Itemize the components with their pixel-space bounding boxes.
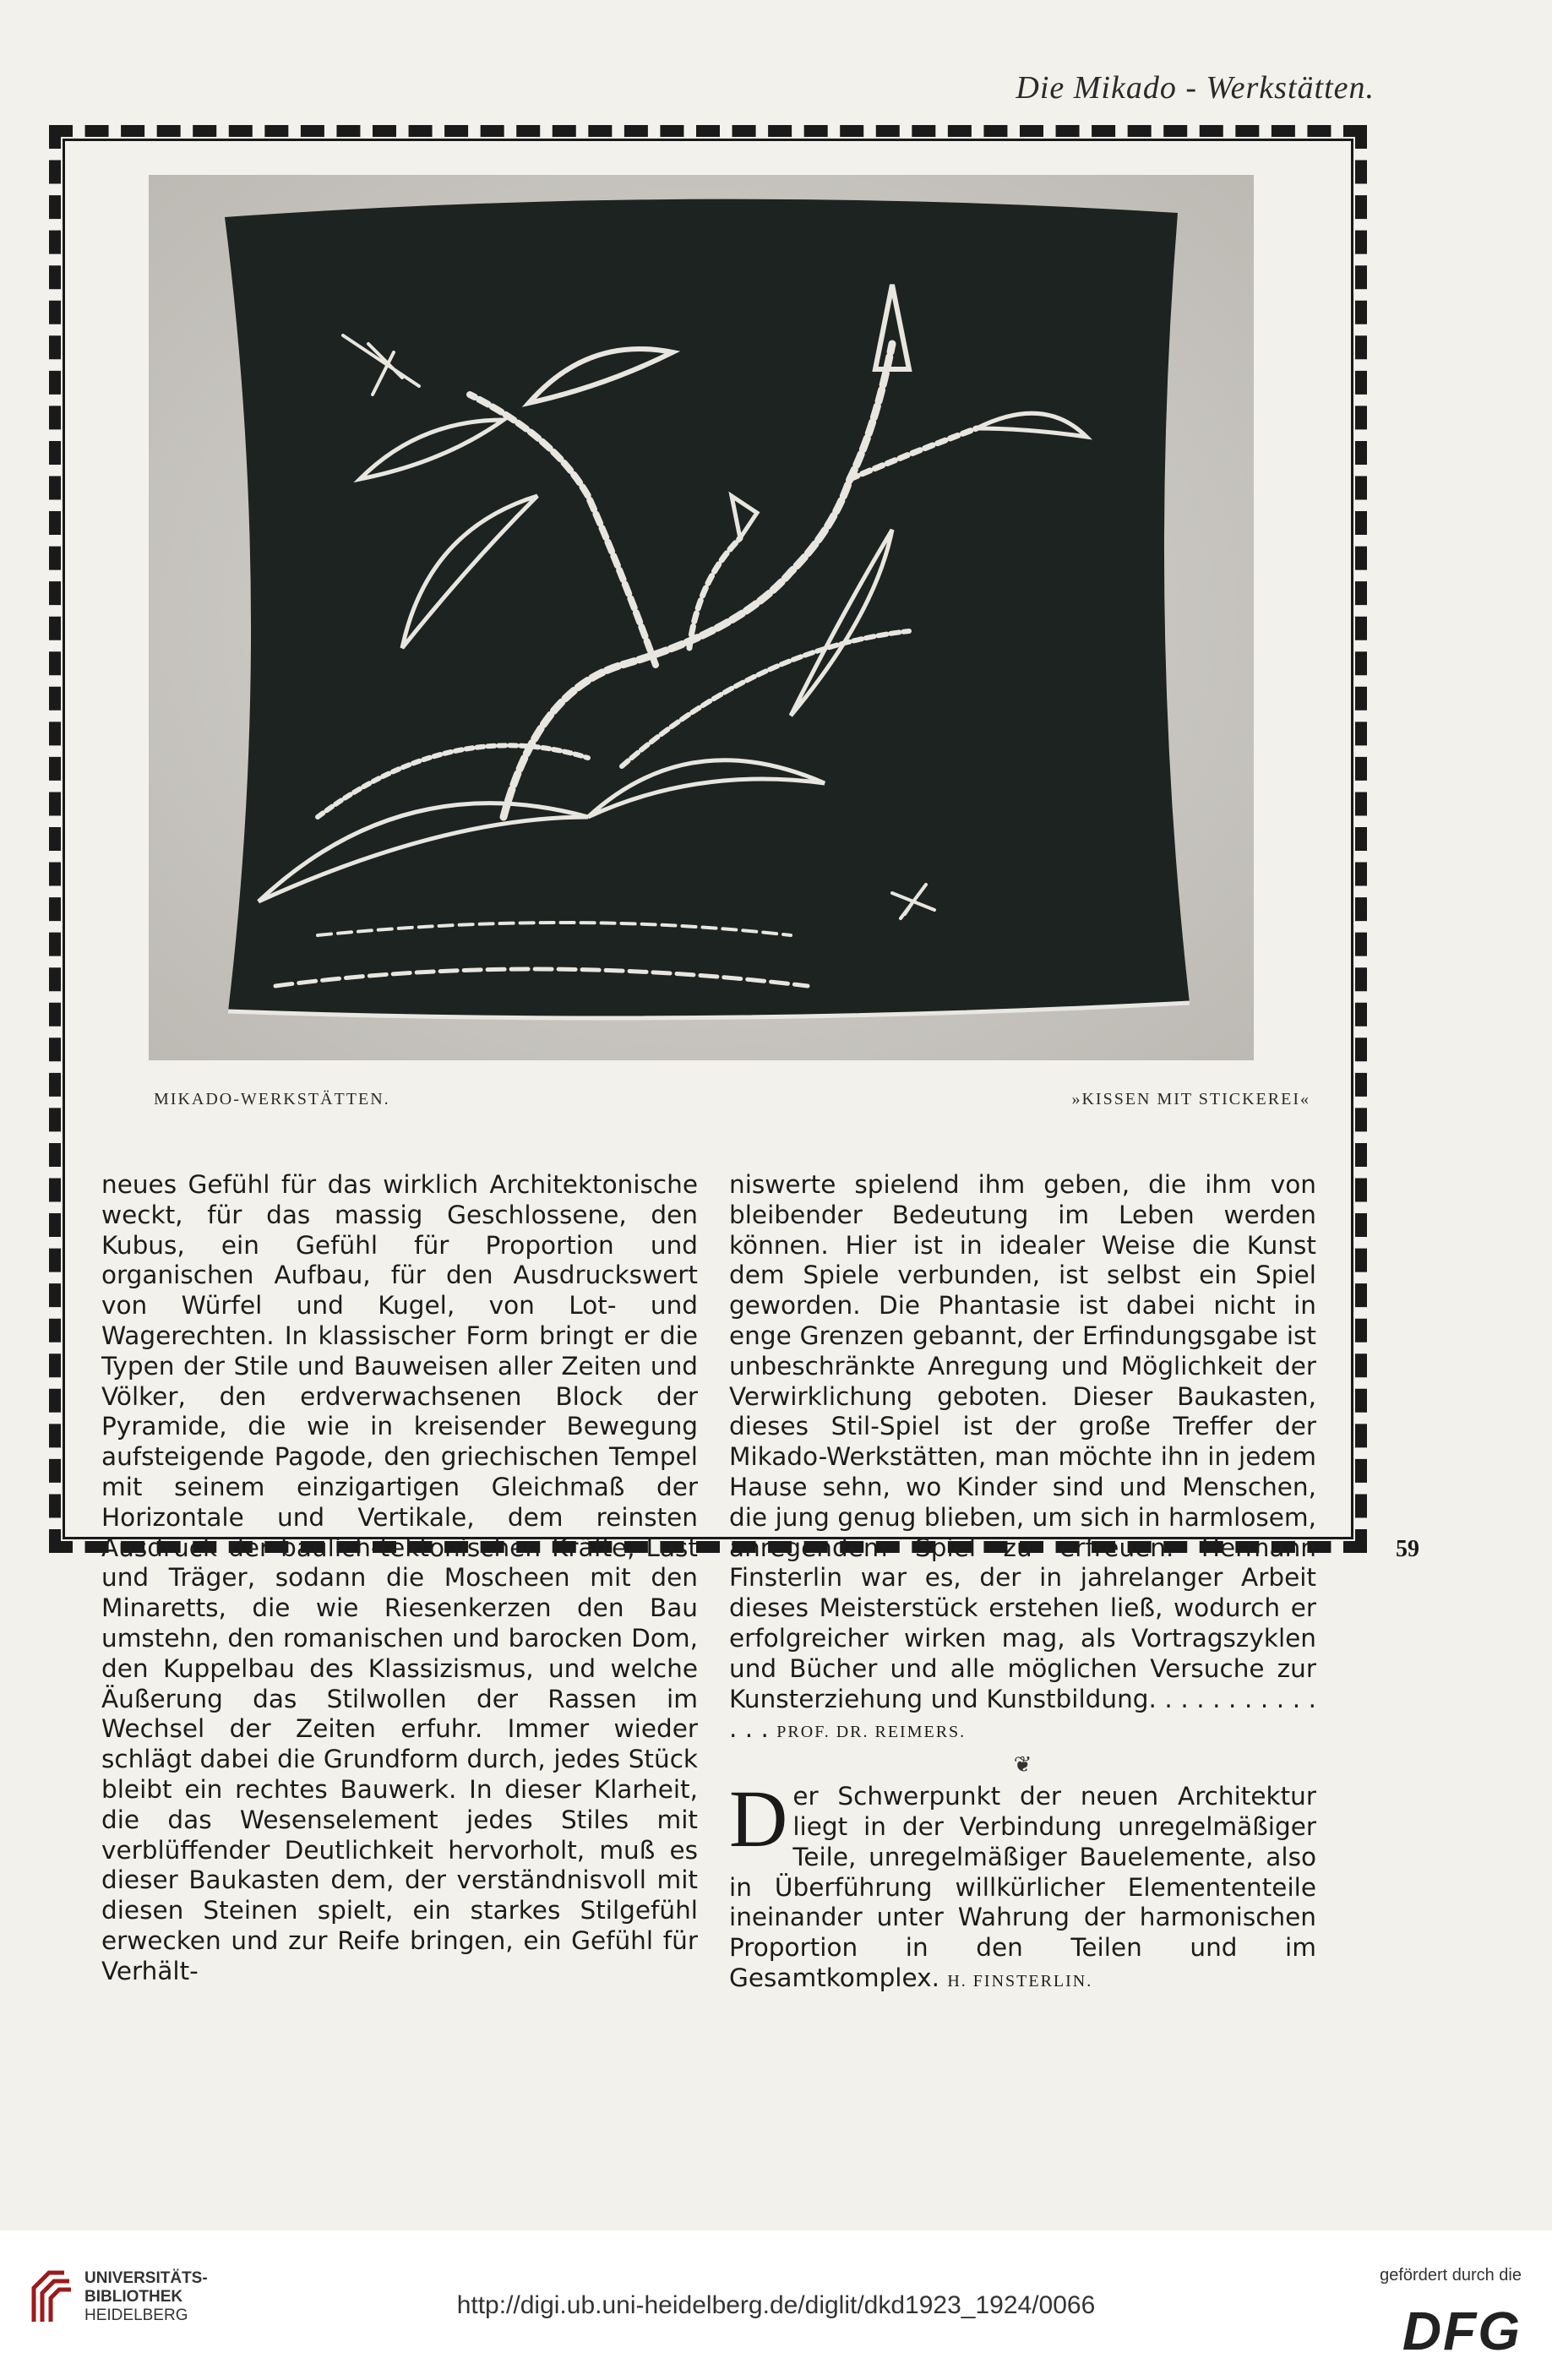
library-line-2: BIBLIOTHEK <box>84 2288 183 2306</box>
running-head: Die Mikado - Werkstätten. <box>1016 70 1375 106</box>
funding-label: gefördert durch die <box>1380 2266 1522 2285</box>
author-signature-finsterlin: H. FINSTERLIN. <box>947 1971 1093 1991</box>
right-column-text: niswerte spielend ihm geben, die ihm von bleibender Bedeutung im Leben werden können. Hier ist in idealer Weise die Kunst dem Spiele verbunden, ist selbst ein Spiel geworden. Die Phantasie ist dabei nicht in enge Grenzen gebannt, der Erfindungsgabe ist unbeschränkte Anregung und Möglichkeit der Verwirklichung geboten. Dieser Baukasten, dieses Stil-Spiel ist der große Treffer der Mikado-Werkstätten, man möchte ihn in jedem Hause sehn, wo Kinder sind und Menschen, die jung genug blieben, um sich in harmlosem, anregendem Spiel zu erfreuen. Hermann Finsterlin war es, der in jahrelanger Arbeit dieses Meisterstück erstehen ließ, wodurch er erfolgreicher wirken mag, als Vortragszyklen und Bücher und alle möglichen Versuche zur Kunsterziehung und Kunstbildung. . . . . . . . . . . . . . <box>729 1170 1316 1744</box>
embroidered-cushion-image <box>149 175 1254 1060</box>
dfg-logo: DFG <box>1402 2301 1522 2361</box>
digitization-footer <box>0 2230 1552 2380</box>
author-signature-reimers: PROF. DR. REIMERS. <box>776 1723 967 1742</box>
finsterlin-text: er Schwerpunkt der neuen Architektur liegt in der Verbindung unregelmäßiger Teile, unregelmäßiger Bauelemente, also in Überführung willkürlicher Elemententeile ineinander unter Wahrung der harmonischen Proportion in den Teilen und im Gesamtkomplex. <box>729 1782 1316 1992</box>
ornament-icon: ❦ <box>1013 1752 1032 1778</box>
library-line-1: UNIVERSITÄTS- <box>84 2269 208 2287</box>
photo-caption-left: MIKADO-WERKSTÄTTEN. <box>154 1090 390 1108</box>
right-column-paragraph <box>729 1170 1316 1748</box>
right-text-column <box>729 1170 1316 1997</box>
left-text-column <box>101 1170 698 1987</box>
cushion-photo <box>149 175 1254 1060</box>
permalink-url[interactable]: http://digi.ub.uni-heidelberg.de/diglit/dkd1923_1924/0066 <box>456 2291 1096 2319</box>
library-line-3: HEIDELBERG <box>84 2306 188 2324</box>
left-column-paragraph: neues Gefühl für das wirklich Architektonische weckt, für das massig Geschlossene, den Kubus, ein Gefühl für Proportion und organischen Aufbau, für den Ausdruckswert von Würfel und Kugel, von Lot- und Wagerechten. In klassischer Form bringt er die Typen der Stile und Bauweisen aller Zeiten und Völker, den erdverwachsenen Block der Pyramide, die wie in kreisender Bewegung aufsteigende Pagode, den griechischen Tempel mit seinem einzigartigen Gleichmaß der Horizontale und Vertikale, dem reinsten Ausdruck der baulich-tektonischen Kräfte, Last und Träger, sodann die Moscheen mit den Minaretts, die wie Riesenkerzen den Bau umstehn, den romanischen und barocken Dom, den Kuppelbau des Klassizismus, und welche Äußerung das Stilwollen der Rassen im Wechsel der Zeiten erfuhr. Immer wieder schlägt dabei die Grundform durch, jedes Stück bleibt ein rechtes Bauwerk. In dieser Klarheit, die das Wesenselement jedes Stiles mit verblüffender Deutlichkeit hervorholt, muß es dieser Baukasten dem, der verständnisvoll mit diesen Steinen spielt, ein starkes Stilgefühl erwecken und zur Reife bringen, ein Gefühl für Verhält- <box>101 1170 698 1985</box>
finsterlin-paragraph <box>729 1773 1316 1997</box>
cushion-shape <box>225 199 1190 1018</box>
photo-caption-right: »KISSEN MIT STICKEREI« <box>1071 1090 1310 1108</box>
page-number: 59 <box>1396 1536 1419 1562</box>
drop-cap: D <box>729 1773 788 1865</box>
